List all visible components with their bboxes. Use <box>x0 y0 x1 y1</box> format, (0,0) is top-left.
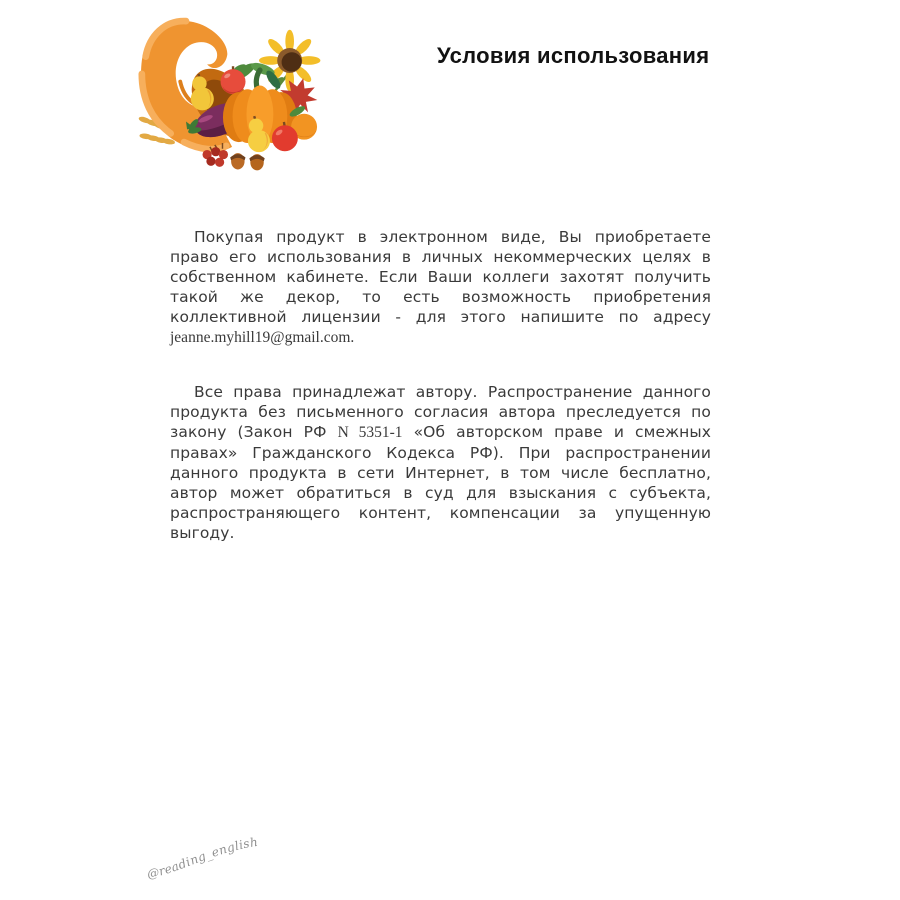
document-body <box>170 227 711 543</box>
paragraph-copyright <box>170 382 711 543</box>
cornucopia-illustration <box>138 14 330 178</box>
sunflower <box>259 30 320 95</box>
paragraph-text: Покупая продукт в электронном виде, Вы приобретаете право его использования в личных некоммерческих целях в собственном кабинете. Если Ваши коллеги захотят получить такой же декор, то есть возможность приобретения коллективной лицензии - для этого напишите по адресу <box>170 228 711 326</box>
paragraph-text: «Об авторском праве и смежных правах» Гражданского Кодекса РФ). При распространении данного продукта в сети Интернет, в том числе бесплатно, автор может обратиться в суд для взыскания с субъекта, распространяющего контент, компенсации за упущенную выгоду. <box>170 423 712 542</box>
paragraph-text: Все права принадлежат автору. Распространение данного продукта без письменного согласия автора преследуется по закону (Закон РФ <box>170 383 711 441</box>
page-title: Условия использования <box>437 43 710 68</box>
paragraph-license-terms <box>170 227 711 348</box>
acorns <box>230 153 265 170</box>
svg-text:@reading_english <box>146 835 259 881</box>
signature-watermark <box>144 834 268 886</box>
contact-email: jeanne.myhill19@gmail.com. <box>170 329 355 346</box>
signature-handle: @reading_english <box>145 834 260 882</box>
law-reference-number: N 5351-1 <box>337 424 403 441</box>
